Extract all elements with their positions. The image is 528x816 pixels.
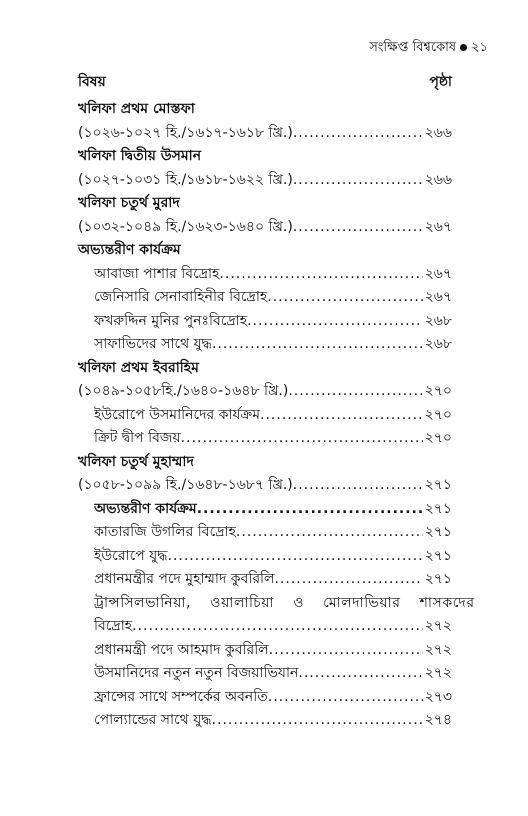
toc-entry-label: প্রধানমন্ত্রী পদে আহমাদ কুবরিলি [94,641,269,658]
section-heading: খলিফা চতুর্থ মুহাম্মাদ [78,453,194,470]
leader-dots [267,289,422,305]
leader-dots [298,665,422,681]
toc-entry[interactable] [94,661,452,685]
toc-entry[interactable] [94,708,452,732]
section-heading: খলিফা দ্বিতীয় উসমান [78,148,202,164]
running-head-title: সংক্ষিপ্ত বিশ্বকোষ [369,40,457,55]
toc-entry-label: (১০২৬-১০২৭ হি./১৬১৭-১৬১৮ খ্রি.) [78,124,293,141]
leader-dots [181,430,423,446]
toc-entry-label: (১০৪৯-১০৫৮হি./১৬৪০-১৬৪৮ খ্রি.) [78,383,289,399]
toc-entry[interactable] [94,567,452,591]
toc-entry-label: আবাজা পাশার বিদ্রোহ [94,265,220,282]
leader-dots [168,548,423,564]
section-heading: খলিফা প্রথম মোস্তফা [78,101,195,117]
toc-entry-label: অভ্যন্তরীণ কার্যক্রম [94,500,197,517]
toc-entry-page: ২৭০ [424,383,452,399]
toc-entry-label: উসমানিদের নতুন নতুন বিজয়াভিযান [94,665,299,681]
toc-entry-page: ২৭১ [424,547,452,564]
toc-header-subject: বিষয় [78,74,106,90]
toc-entry[interactable] [94,497,452,521]
toc-entry-page: ২৬৬ [424,124,452,141]
toc-entry-page: ২৭০ [424,430,452,446]
toc-header-page: পৃষ্ঠা [429,74,452,90]
toc-entry[interactable] [94,426,452,450]
toc-entry-label: পোল্যান্ডের সাথে যুদ্ধ [94,712,212,728]
toc-entry-label: ফখরুদ্দিন মুনির পুনঃবিদ্রোহ [94,312,248,329]
toc-entry-label: ইউরোপে উসমানিদের কার্যক্রম [94,406,261,423]
toc-entry-period[interactable] [78,473,452,497]
toc-entry-page: ২৬৮ [424,312,452,329]
toc-entry[interactable] [94,544,452,568]
leader-dots [268,689,423,705]
toc-entry-label: সাফাভিদের সাথে যুদ্ধ [94,336,212,352]
toc-entry-label: (১০৫৮-১০৯৯ হি./১৬৪৮-১৬৮৭ খ্রি.) [78,477,293,493]
toc-entry-page: ২৭৩ [424,688,452,705]
leader-dots [247,313,423,329]
toc-entry-period[interactable] [78,215,452,239]
section-heading: খলিফা প্রথম ইবরাহিম [78,359,199,376]
toc-entry-page: ২৭১ [424,571,452,587]
toc-entry-label: কাতারজি উগলির বিদ্রোহ [94,524,236,540]
leader-dots [212,336,423,352]
section-heading: খলিফা চতুর্থ মুরাদ [78,195,180,211]
toc-entry-label-line2: বিদ্রোহ [94,618,133,634]
toc-entry-page: ২৬৭ [424,265,452,282]
toc-entry[interactable] [94,332,452,356]
toc-entry-page: ২৭১ [424,500,452,517]
section-heading: অভ্যন্তরীণ কার্যক্রম [78,242,181,258]
toc-entry-label: ইউরোপে যুদ্ধ [94,547,168,564]
toc-entry-page: ২৭২ [424,665,452,681]
toc-entry-label-line1: ট্রান্সসিলভানিয়া, ওয়ালাচিয়া ও মোলদাভিয়ার শাসকদের [94,594,475,611]
leader-dots [288,383,422,399]
toc-entry-page: ২৬৮ [424,336,452,352]
toc-entry-page: ২৭২ [424,641,452,658]
toc-entry-page: ২৭১ [424,477,452,493]
toc-entry[interactable] [94,638,452,662]
leader-dots [293,125,423,141]
running-head-page-number: ২১ [471,40,488,55]
toc-entry[interactable] [94,685,452,709]
leader-dots [260,407,423,423]
toc-entry[interactable] [94,520,452,544]
toc-entry-page: ২৬৭ [424,289,452,305]
leader-dots [236,524,423,540]
toc-entry-label: ফ্রান্সের সাথে সম্পর্কের অবনতি [94,688,268,705]
toc-entry-page: ২৭০ [424,406,452,423]
toc-entry[interactable] [94,309,452,333]
toc-entry[interactable] [94,285,452,309]
leader-dots [212,712,423,728]
toc-entry-period[interactable] [78,121,452,145]
toc-entry-page: ২৬৭ [424,218,452,235]
toc-entry-label: প্রধানমন্ত্রীর পদে মুহাম্মাদ কুবরিলি [94,571,275,587]
leader-dots [132,618,423,634]
toc-entry-wrapped[interactable] [94,591,475,615]
running-head [369,38,488,59]
toc-entry[interactable] [94,262,452,286]
leader-dots [269,642,423,658]
toc-entry-period[interactable] [78,168,452,192]
leader-dots [293,477,423,493]
toc-entry-period[interactable] [78,379,452,403]
leader-dots [197,501,423,517]
toc-entry-label: (১০৩২-১০৪৯ হি./১৬২৩-১৬৪০ খ্রি.) [78,218,293,235]
toc-entry-label: (১০২৭-১০৩১ হি./১৬১৮-১৬২২ খ্রি.) [78,171,293,188]
toc-entry-page: ২৭৪ [424,712,452,728]
leader-dots [293,172,423,188]
toc-entry-page: ২৭১ [424,524,452,540]
toc-entry-page: ২৬৬ [424,171,452,188]
toc-entry-page: ২৭২ [424,618,452,634]
bullet-icon [460,44,467,51]
toc-header [78,70,452,94]
toc-entry-label: ক্রিট দ্বীপ বিজয় [94,430,181,446]
toc-entry[interactable] [94,403,452,427]
leader-dots [219,266,422,282]
leader-dots [274,571,422,587]
leader-dots [293,219,423,235]
toc-entry[interactable] [94,614,452,638]
toc-entry-label: জেনিসারি সেনাবাহিনীর বিদ্রোহ [94,289,268,305]
